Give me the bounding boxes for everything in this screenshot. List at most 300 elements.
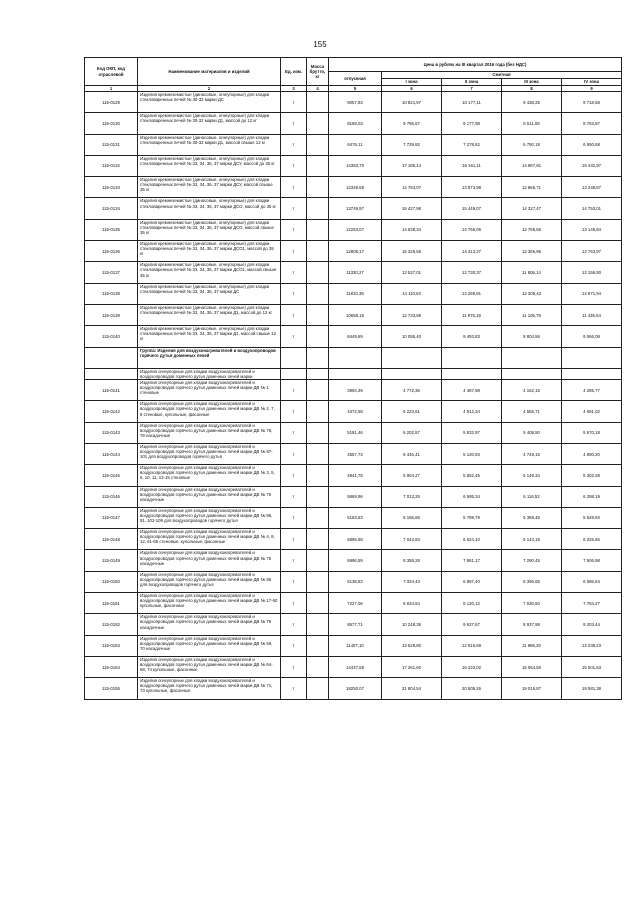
price-table: [84, 57, 622, 700]
zone-1-price: 10 821,97: [382, 92, 442, 113]
item-mass: [307, 368, 329, 379]
zone-3-price: 5 149,34: [502, 465, 562, 486]
zone-4-price: 13 248,87: [562, 177, 622, 198]
item-unit: т: [281, 529, 307, 550]
release-price: 13749,97: [329, 198, 382, 219]
table-row: [85, 219, 622, 240]
table-row: [85, 113, 622, 134]
zone-4-price: 5 302,28: [562, 465, 622, 486]
item-code: 115-0135: [85, 219, 138, 240]
release-price: 7227,06: [329, 593, 382, 614]
item-name: Изделия огнеупорные для кладки воздухонагревателей и воздухопроводов горячего дутья доменных печей марки ДВ № 69, 70 насадочные: [138, 635, 281, 656]
item-name: Изделия огнеупорные для кладки воздухонагревателей и воздухопроводов горячего дутья доменных печей марки ДВ № 17-60 купольные, фасонные: [138, 593, 281, 614]
item-name: Изделия кремнеземистые (динасовые, огнеупорные) для кладки стекловаренных печей № 33, 34, 36, 37 марки ДСУ, массой свыше 35 кг: [138, 177, 281, 198]
column-index: 9: [562, 86, 622, 92]
release-price: 14447,69: [329, 656, 382, 677]
item-unit: т: [281, 678, 307, 699]
table-row: [85, 326, 622, 347]
item-code: 115-0136: [85, 241, 138, 262]
item-unit: т: [281, 241, 307, 262]
item-unit: т: [281, 635, 307, 656]
column-index: 2: [138, 86, 281, 92]
zone-3-price: 8 804,56: [502, 326, 562, 347]
item-name: Изделия огнеупорные для кладки воздухонагревателей и воздухопроводов горячего дутья доменных печей марки ДВ № 75 насадочные: [138, 550, 281, 571]
item-mass: [307, 283, 329, 304]
column-index: 8: [502, 86, 562, 92]
item-name: Изделия кремнеземистые (динасовые, огнеупорные) для кладки стекловаренных печей № 33, 34, 36, 37 марки Д1, массой до 12 кг: [138, 304, 281, 325]
item-unit: т: [281, 443, 307, 464]
item-mass: [307, 304, 329, 325]
table-row: [85, 656, 622, 677]
zone-3-price: 8 937,98: [502, 614, 562, 635]
item-name: Изделия огнеупорные для кладки воздухонагревателей и воздухопроводов горячего дутья доменных печей марки ДВ № 86, 91, 102-109 для воздухопроводов горячего дутья: [138, 507, 281, 528]
item-name: Изделия огнеупорные для кладки воздухонагревателей и воздухопроводов горячего дутья доменных печей марки ДВ № 1 стеновые: [138, 380, 281, 401]
item-code: 115-0150: [85, 571, 138, 592]
item-mass: [307, 443, 329, 464]
zone-1-price: 21 804,54: [382, 678, 442, 699]
zone-4-price: 14 753,01: [562, 198, 622, 219]
zone-4-price: 9 066,09: [562, 326, 622, 347]
item-name: Изделия огнеупорные для кладки воздухонагревателей и воздухопроводов горячего дутья доменных печей марки ДВ № 64-68, 74 купольные, фасонные: [138, 656, 281, 677]
column-index: 3: [281, 86, 307, 92]
zone-3-price: 11 886,20: [502, 635, 562, 656]
zone-1-price: 6 202,57: [382, 422, 442, 443]
release-price: 18250,07: [329, 678, 382, 699]
table-row: [85, 678, 622, 699]
item-mass: [307, 422, 329, 443]
item-code: 115-0147: [85, 507, 138, 528]
zone-4-price: 7 506,98: [562, 550, 622, 571]
item-mass: [307, 401, 329, 422]
zone-1-price: 12 733,98: [382, 304, 442, 325]
zone-1-price: 7 334,44: [382, 571, 442, 592]
release-price: 11407,10: [329, 635, 382, 656]
zone-2-price: 13 269,81: [442, 283, 502, 304]
zone-4-price: 8 763,87: [562, 113, 622, 134]
release-price: 5191,46: [329, 422, 382, 443]
zone-4-price: [562, 347, 622, 368]
zone-3-price: 5 409,50: [502, 422, 562, 443]
item-unit: т: [281, 507, 307, 528]
zone-1-price: 6 156,66: [382, 507, 442, 528]
zone-2-price: 4 912,34: [442, 401, 502, 422]
item-code: 115-0154: [85, 656, 138, 677]
zone-4-price: 5 528,93: [562, 507, 622, 528]
header-price-group: Цена в рублях на III квартал 2016 года (без НДС): [329, 58, 622, 72]
table-row: [85, 198, 622, 219]
item-name: Изделия огнеупорные для кладки воздухонагревателей и воздухопроводов горячего дутья доменных печей марки ДВ № 85 для воздухопроводов горячего дутья: [138, 571, 281, 592]
item-code: 115-0149: [85, 550, 138, 571]
item-unit: [281, 347, 307, 368]
table-row: [85, 155, 622, 176]
zone-2-price: 5 832,97: [442, 422, 502, 443]
item-code: 115-0140: [85, 326, 138, 347]
header-zone-2: II зона: [442, 79, 502, 86]
zone-4-price: 12 671,94: [562, 283, 622, 304]
release-price: 10658,15: [329, 304, 382, 325]
item-mass: [307, 155, 329, 176]
zone-2-price: 16 233,02: [442, 656, 502, 677]
zone-3-price: 9 438,25: [502, 92, 562, 113]
item-code: 115-0141: [85, 380, 138, 401]
zone-2-price: 10 177,11: [442, 92, 502, 113]
header-unit: Ед. изм.: [281, 58, 307, 86]
zone-4-price: 12 239,23: [562, 635, 622, 656]
table-row: [85, 529, 622, 550]
zone-3-price: 7 530,60: [502, 593, 562, 614]
zone-1-price: 7 013,25: [382, 486, 442, 507]
table-body: [85, 92, 622, 700]
item-code: 115-0155: [85, 678, 138, 699]
release-price: 12253,07: [329, 219, 382, 240]
zone-2-price: 6 595,34: [442, 486, 502, 507]
item-mass: [307, 571, 329, 592]
item-unit: т: [281, 380, 307, 401]
zone-1-price: 4 772,36: [382, 380, 442, 401]
item-unit: т: [281, 92, 307, 113]
release-price: 11330,27: [329, 262, 382, 283]
item-name: Изделия кремнеземистые (динасовые, огнеупорные) для кладки стекловаренных печей № 33, 34, 36, 37 марки ДСУ, массой до 35 кг: [138, 155, 281, 176]
zone-3-price: 19 016,87: [502, 678, 562, 699]
release-price: 8577,71: [329, 614, 382, 635]
table-row: [85, 507, 622, 528]
column-index: 1: [85, 86, 138, 92]
zone-3-price: 4 749,15: [502, 443, 562, 464]
item-code: 115-0132: [85, 155, 138, 176]
table-row: [85, 422, 622, 443]
zone-2-price: 6 897,40: [442, 571, 502, 592]
item-name: Группа: Изделия для воздухонагревателей и воздухопроводов горячего дутья доменных печей: [138, 347, 281, 368]
zone-3-price: 7 290,45: [502, 550, 562, 571]
item-name: Изделия огнеупорные для кладки воздухонагревателей и воздухопроводов горячего дутья доменных печей марки ДВ № 71, 73 купольные, фасонные: [138, 678, 281, 699]
zone-4-price: 9 203,44: [562, 614, 622, 635]
item-mass: [307, 635, 329, 656]
table-row: [85, 443, 622, 464]
table-row: [85, 92, 622, 113]
release-price: 6138,82: [329, 571, 382, 592]
release-price: 9057,83: [329, 92, 382, 113]
zone-3-price: 6 396,65: [502, 571, 562, 592]
header-estimate: Сметная: [382, 72, 622, 79]
item-mass: [307, 241, 329, 262]
item-unit: т: [281, 550, 307, 571]
item-name: Изделия огнеупорные для кладки воздухонагревателей и воздухопроводов горячего дутья доменных печей марки ДВ № 4, 9, 12, 61-65 стеновые, купольные, фасонные: [138, 529, 281, 550]
item-unit: т: [281, 401, 307, 422]
table-row: [85, 571, 622, 592]
item-unit: т: [281, 155, 307, 176]
item-mass: [307, 529, 329, 550]
release-price: 4941,78: [329, 465, 382, 486]
item-code: 115-0139: [85, 304, 138, 325]
zone-3-price: 5 369,45: [502, 507, 562, 528]
table-header: [85, 58, 622, 92]
zone-1-price: 13 537,01: [382, 262, 442, 283]
item-mass: [307, 219, 329, 240]
table-row: [85, 465, 622, 486]
zone-4-price: 5 570,18: [562, 422, 622, 443]
item-code: 115-0130: [85, 113, 138, 134]
item-mass: [307, 550, 329, 571]
header-mass: Масса брутто, кг: [307, 58, 329, 86]
zone-2-price: 7 861,17: [442, 550, 502, 571]
column-index: 7: [442, 86, 502, 92]
item-mass: [307, 614, 329, 635]
item-mass: [307, 380, 329, 401]
release-price: 6996,59: [329, 550, 382, 571]
zone-3-price: 6 750,19: [502, 134, 562, 155]
zone-3-price: 11 806,14: [502, 262, 562, 283]
zone-2-price: 12 730,37: [442, 262, 502, 283]
item-name: Изделия огнеупорные для кладки воздухонагревателей и воздухопроводов горячего дутья доменных печей марки ДВ № 79 насадочные: [138, 614, 281, 635]
header-zone-4: IV зона: [562, 79, 622, 86]
item-unit: т: [281, 593, 307, 614]
zone-3-price: 12 766,66: [502, 219, 562, 240]
zone-3-price: [502, 347, 562, 368]
table-row: [85, 262, 622, 283]
item-mass: [307, 198, 329, 219]
item-mass: [307, 113, 329, 134]
item-mass: [307, 678, 329, 699]
table-row: [85, 241, 622, 262]
item-code: 115-0142: [85, 401, 138, 422]
zone-3-price: 14 327,47: [502, 198, 562, 219]
zone-4-price: 6 298,19: [562, 486, 622, 507]
zone-4-price: [562, 368, 622, 379]
zone-3-price: 8 511,08: [502, 113, 562, 134]
table-row: [85, 134, 622, 155]
zone-1-price: [382, 347, 442, 368]
table-row: [85, 486, 622, 507]
item-code: 115-0134: [85, 198, 138, 219]
item-unit: т: [281, 326, 307, 347]
zone-1-price: 10 095,40: [382, 326, 442, 347]
item-mass: [307, 262, 329, 283]
item-mass: [307, 326, 329, 347]
subgroup-row: [85, 368, 622, 379]
item-code: 115-0129: [85, 92, 138, 113]
table-row: [85, 614, 622, 635]
zone-1-price: 16 427,98: [382, 198, 442, 219]
item-unit: т: [281, 571, 307, 592]
zone-1-price: 13 628,80: [382, 635, 442, 656]
zone-3-price: 14 987,81: [502, 155, 562, 176]
header-code: Код ОКП, код отраслевой: [85, 58, 138, 86]
header-zone-1: I зона: [382, 79, 442, 86]
zone-2-price: 7 278,62: [442, 134, 502, 155]
zone-1-price: 7 739,82: [382, 134, 442, 155]
item-unit: т: [281, 177, 307, 198]
item-mass: [307, 92, 329, 113]
item-name: Изделия огнеупорные для кладки воздухонагревателей и воздухопроводов горячего дутья доменных печей марки ДВ № 2, 7, 8 стеновые, купольные, фасонные: [138, 401, 281, 422]
zone-2-price: 6 624,10: [442, 529, 502, 550]
zone-2-price: 11 975,19: [442, 304, 502, 325]
item-mass: [307, 465, 329, 486]
release-price: 12349,69: [329, 177, 382, 198]
release-price: [329, 368, 382, 379]
zone-1-price: 15 326,65: [382, 241, 442, 262]
zone-2-price: 13 873,98: [442, 177, 502, 198]
item-name: Изделия огнеупорные для кладки воздухонагревателей и воздухопроводов горячего дутья доменных печей марки ДВ № 3, 5, 6, 10, 11, 13-15 стеновые: [138, 465, 281, 486]
zone-4-price: 13 763,97: [562, 241, 622, 262]
zone-1-price: 17 185,14: [382, 155, 442, 176]
release-price: [329, 347, 382, 368]
table-row: [85, 304, 622, 325]
zone-3-price: [502, 368, 562, 379]
zone-3-price: 4 555,71: [502, 401, 562, 422]
table-row: [85, 177, 622, 198]
item-name: Изделия огнеупорные для кладки воздухонагревателей и воздухопроводов горячего дутья доменных печей марки ДВ № 87-101 для воздухопроводов горячего дутья: [138, 443, 281, 464]
item-mass: [307, 134, 329, 155]
item-name: Изделия огнеупорные для кладки воздухонагревателей и воздухопроводов горячего дутья доменных печей марки: [138, 368, 281, 379]
zone-1-price: 5 445,41: [382, 443, 442, 464]
zone-2-price: 14 413,37: [442, 241, 502, 262]
release-price: 3994,39: [329, 380, 382, 401]
zone-1-price: 14 753,07: [382, 177, 442, 198]
zone-4-price: 13 145,84: [562, 219, 622, 240]
zone-1-price: [382, 368, 442, 379]
item-code: [85, 368, 138, 379]
item-unit: т: [281, 219, 307, 240]
item-code: 115-0152: [85, 614, 138, 635]
zone-2-price: [442, 347, 502, 368]
release-price: 4372,58: [329, 401, 382, 422]
zone-2-price: 16 161,11: [442, 155, 502, 176]
zone-4-price: 11 435,64: [562, 304, 622, 325]
zone-2-price: 12 816,69: [442, 635, 502, 656]
table-row: [85, 635, 622, 656]
zone-4-price: 4 890,20: [562, 443, 622, 464]
item-mass: [307, 507, 329, 528]
item-name: Изделия огнеупорные для кладки воздухонагревателей и воздухопроводов горячего дутья доменных печей марки ДВ № 78, 79 насадочные: [138, 422, 281, 443]
zone-1-price: 14 638,34: [382, 219, 442, 240]
zone-1-price: 8 359,28: [382, 550, 442, 571]
item-name: Изделия кремнеземистые (динасовые, огнеупорные) для кладки стекловаренных печей № 30-32 марки ДС: [138, 92, 281, 113]
zone-1-price: 17 261,60: [382, 656, 442, 677]
item-name: Изделия кремнеземистые (динасовые, огнеупорные) для кладки стекловаренных печей № 30-32 марки Д1, массой до 12 кг: [138, 113, 281, 134]
zone-4-price: 6 325,65: [562, 529, 622, 550]
header-name: Наименование материалов и изделий: [138, 58, 281, 86]
header-zone-3: III зона: [502, 79, 562, 86]
zone-4-price: 6 950,68: [562, 134, 622, 155]
zone-4-price: 9 718,58: [562, 92, 622, 113]
item-name: Изделия кремнеземистые (динасовые, огнеупорные) для кладки стекловаренных печей № 33, 34, 36, 37 марки Д1, массой свыше 12 кг: [138, 326, 281, 347]
item-mass: [307, 486, 329, 507]
release-price: 5895,58: [329, 529, 382, 550]
item-name: Изделия огнеупорные для кладки воздухонагревателей и воздухопроводов горячего дутья доменных печей марки ДВ № 76 насадочные: [138, 486, 281, 507]
group-row: [85, 347, 622, 368]
zone-2-price: 5 120,93: [442, 443, 502, 464]
table-row: [85, 380, 622, 401]
zone-1-price: 8 634,64: [382, 593, 442, 614]
zone-2-price: 8 120,12: [442, 593, 502, 614]
zone-2-price: 4 487,98: [442, 380, 502, 401]
item-unit: т: [281, 486, 307, 507]
zone-3-price: 6 116,52: [502, 486, 562, 507]
zone-4-price: 15 501,63: [562, 656, 622, 677]
item-mass: [307, 593, 329, 614]
item-name: Изделия кремнеземистые (динасовые, огнеупорные) для кладки стекловаренных печей № 33, 34, 36, 37 марки ДСО, массой до 35 кг: [138, 198, 281, 219]
item-unit: т: [281, 422, 307, 443]
release-price: 5869,96: [329, 486, 382, 507]
zone-2-price: 9 177,98: [442, 113, 502, 134]
zone-1-price: 9 756,67: [382, 113, 442, 134]
zone-4-price: 19 581,38: [562, 678, 622, 699]
page-number: 155: [313, 40, 327, 49]
zone-1-price: 5 904,27: [382, 465, 442, 486]
zone-1-price: 5 223,61: [382, 401, 442, 422]
item-code: 115-0133: [85, 177, 138, 198]
zone-2-price: [442, 368, 502, 379]
item-code: 115-0151: [85, 593, 138, 614]
release-price: 8168,03: [329, 113, 382, 134]
zone-3-price: 15 054,50: [502, 656, 562, 677]
zone-2-price: 9 637,67: [442, 614, 502, 635]
table-row: [85, 550, 622, 571]
item-code: 115-0145: [85, 465, 138, 486]
zone-4-price: 7 754,27: [562, 593, 622, 614]
zone-3-price: 12 306,42: [502, 283, 562, 304]
zone-1-price: 10 248,35: [382, 614, 442, 635]
release-price: 11810,39: [329, 283, 382, 304]
release-price: 14363,70: [329, 155, 382, 176]
column-index: 5: [329, 86, 382, 92]
item-name: Изделия кремнеземистые (динасовые, огнеупорные) для кладки стекловаренных печей № 33, 34, 36, 37 марки ДСО1, массой до 35 кг: [138, 241, 281, 262]
item-code: 115-0131: [85, 134, 138, 155]
header-release-price: отпускная: [329, 72, 382, 86]
column-index: 4: [307, 86, 329, 92]
zone-3-price: 12 866,71: [502, 177, 562, 198]
zone-4-price: 4 285,77: [562, 380, 622, 401]
item-unit: [281, 368, 307, 379]
zone-1-price: 7 043,83: [382, 529, 442, 550]
item-name: Изделия кремнеземистые (динасовые, огнеупорные) для кладки стекловаренных печей № 33, 34, 36, 37 марки ДСО, массой свыше 35 кг: [138, 219, 281, 240]
zone-3-price: 11 105,79: [502, 304, 562, 325]
table-row: [85, 593, 622, 614]
release-price: 8449,69: [329, 326, 382, 347]
zone-3-price: 4 162,15: [502, 380, 562, 401]
item-code: 115-0146: [85, 486, 138, 507]
item-unit: т: [281, 198, 307, 219]
table-row: [85, 283, 622, 304]
zone-2-price: 13 766,06: [442, 219, 502, 240]
item-unit: т: [281, 656, 307, 677]
item-unit: т: [281, 113, 307, 134]
zone-2-price: 5 789,79: [442, 507, 502, 528]
item-unit: т: [281, 262, 307, 283]
item-name: Изделия кремнеземистые (динасовые, огнеупорные) для кладки стекловаренных печей № 33, 34, 36, 37 марки ДСО1, массой свыше 35 кг: [138, 262, 281, 283]
zone-2-price: 15 449,07: [442, 198, 502, 219]
column-index: 6: [382, 86, 442, 92]
release-price: 12808,17: [329, 241, 382, 262]
item-unit: т: [281, 614, 307, 635]
zone-2-price: 9 493,83: [442, 326, 502, 347]
item-code: 115-0144: [85, 443, 138, 464]
item-name: Изделия кремнеземистые (динасовые, огнеупорные) для кладки стекловаренных печей № 30-32 марки Д1, массой свыше 12 кг: [138, 134, 281, 155]
item-code: 115-0153: [85, 635, 138, 656]
item-code: [85, 347, 138, 368]
zone-4-price: 6 586,64: [562, 571, 622, 592]
zone-4-price: 15 432,97: [562, 155, 622, 176]
zone-4-price: 12 156,80: [562, 262, 622, 283]
release-price: 6476,11: [329, 134, 382, 155]
item-unit: т: [281, 283, 307, 304]
item-mass: [307, 177, 329, 198]
item-code: 115-0137: [85, 262, 138, 283]
item-unit: т: [281, 304, 307, 325]
item-unit: т: [281, 465, 307, 486]
item-unit: т: [281, 134, 307, 155]
item-mass: [307, 347, 329, 368]
